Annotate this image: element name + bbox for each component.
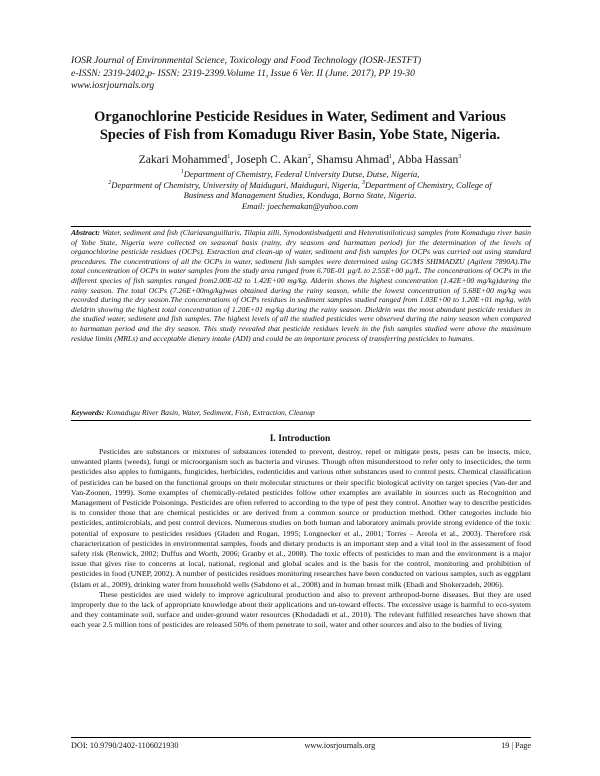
affiliations — [70, 169, 530, 211]
keywords-bottom-rule — [71, 420, 531, 421]
affiliation-line: Business and Management Studies, Konduga, Borno State, Nigeria. — [183, 190, 417, 201]
introduction-body — [71, 447, 531, 631]
affil-text: Department of Chemistry, Federal University Dutse, Dutse, Nigeria, — [183, 169, 420, 179]
abstract-top-rule — [71, 226, 531, 227]
author-name: Joseph C. Akan — [235, 154, 308, 166]
author-name: Shamsu Ahmad — [316, 154, 390, 166]
keywords — [71, 408, 531, 418]
paragraph: Pesticides are substances or mixtures of substances intended to prevent, destroy, repel or mitigate pests, pests can be insects, mice, unwanted plants (weeds), fungi or microorganism such as bacteria and viruses. Though often misunderstood to refer only to insecticides, the term pesticides also apples to fumigants, fungicides, herbicides, rodenticides and various other substances used to control pests. Chemical classification of pesticides can be based on the functional groups on their molecular structures or their specific biological activity on target species (Van-der and Van-Zoonen, 1999). Some examples of chemically-related pesticides follow other examples are available in sources such as Recognition and Management of Pesticide Poisonings. Pesticides are often referred to according to the type of pest they control. Another way to describe pesticides is to consider those that are chemical pesticides or are derived from a common source or production method. Other categories include bio pesticides, antimicrobials, and pest control devices. Numerous studies on both human and laboratory animals provide strong evidence of the toxic potential of exposure to pesticides residues (Gladen and Rogan, 1995; Longnecker et al., 2001; Torres – Areola et al., 2003). Therefore risk characterization of pesticides in environmental samples, foods and dietary products is an important step and a vital tool in the assessment of food safety risk (Renwick, 2002; Duffus and Worth, 2006; Granby et al., 2008). The toxic effects of pesticides to man and the environment is a major issue that gives rise to concerns at local, national, regional and global scales and is the basis for the control, monitoring and prohibition of pesticides in food (UNEP, 2002). A number of pesticides residues monitoring researches have been conducted on various samples, such as eggplant (Islam et al., 2009), drinking water from household wells (Sabdono et al., 2008) and in human breast milk (Ebadi and Shokerzadeh, 2006). — [71, 447, 531, 589]
journal-header — [71, 55, 421, 93]
section-heading-introduction: I. Introduction — [269, 433, 331, 444]
keywords-label: Keywords: — [71, 408, 105, 417]
author-name: Abba Hassan — [397, 154, 459, 166]
footer-rule — [71, 737, 531, 738]
journal-name: IOSR Journal of Environmental Science, Toxicology and Food Technology (IOSR-JESTFT) — [71, 55, 422, 66]
contact-email[interactable]: Email: joechemakan@yahoo.com — [241, 200, 359, 211]
journal-issn: e-ISSN: 2319-2402,p- ISSN: 2319-2399.Volume 11, Issue 6 Ver. II (June. 2017), PP 19-30 — [71, 67, 415, 79]
abstract — [71, 228, 531, 343]
affil-mark: 1 — [180, 169, 184, 176]
footer-page-number: 19 | Page — [501, 741, 531, 750]
abstract-text: Water, sediment and fish (Clariasanguillaris, Tilapia zilli, Synodontisbudgetti and Heterotisniloticus) samples from Komadugu river basin of Yobe State, Nigeria were collected on seasonal basis (rainy, dry seasons and harmattan period) for the determination of the levels of organochlorine pesticide residues (OCPs). Extraction and clean-up of water, sediment and fish samples for OCPs was carried out using standard procedures. The concentrations of all the OCPs in water, sediment fish samples were determined using GC/MS SHIMADZU (Agilent 7890A).The total concentration of OCPs in water samples from the study area ranged from 6.70E-01 µg/L to 2.55E+00 µg/L. The concentrations of OCPs in the different species of fish samples ranged from2.00E-02 to 1.42E+00 mg/kg. Alderin shows the highest concentration (1.42E+00 mg/kg)during the rainy season. The total OCPs (7.26E+00mg/kg)was obtained during the rainy season, while the lowest concentration of 5.68E+00 mg/kg was recorded during the dry season.The concentrations of OCPs residues in sediment samples studied ranged from 1.03E+00 to 1.20E+01 mg/kg, with dieldrin showing the highest total concentration of 1.20E+01 mg/kg during the rainy season. Dieldrin was the most abundant pesticide residues in the studied water, sediment and fish samples. The highest levels of all the studied pesticides were observed during the rainy season when compared to harmattan period and the dry season. This study revealed that pesticide residues levels in the fish samples studied were above the maximum residue limits (MRLs) and acceptable dietary intake (ADI) and could be an important process of transferring pesticides to humans. — [71, 228, 532, 343]
author-separator: , — [310, 154, 317, 166]
affiliation-line — [70, 169, 530, 180]
journal-website[interactable]: www.iosrjournals.org — [71, 80, 155, 91]
author-list — [60, 153, 540, 167]
title-line-2: Species of Fish from Komadugu River Basin, Yobe State, Nigeria. — [99, 127, 501, 143]
abstract-label: Abstract: — [71, 228, 101, 237]
author-separator: , — [230, 154, 236, 166]
author-affil-mark: 1 — [389, 154, 393, 161]
affil-text: Department of Chemistry, College of — [364, 179, 492, 190]
affiliation-line — [70, 180, 530, 191]
footer-doi[interactable]: DOI: 10.9790/2402-1106021930 — [71, 741, 179, 750]
affil-text: Department of Chemistry, University of Maiduguri, Maiduguri, Nigeria, — [111, 179, 360, 190]
affil-mark: 2 — [108, 179, 112, 186]
page-footer — [71, 741, 531, 750]
keywords-text: Komadugu River Basin, Water, Sediment, Fish, Extraction, Cleanup — [106, 408, 315, 417]
author-affil-mark: 2 — [307, 154, 311, 161]
paper-title — [60, 108, 540, 144]
footer-website[interactable]: www.iosrjournals.org — [304, 741, 376, 750]
author-affil-mark: 1 — [227, 154, 231, 161]
title-line-1: Organochlorine Pesticide Residues in Water, Sediment and Various — [94, 109, 506, 125]
affil-mark: 3 — [361, 179, 365, 186]
author-affil-mark: 3 — [458, 154, 462, 161]
author-separator: , — [392, 154, 398, 166]
author-name: Zakari Mohammed — [138, 154, 228, 166]
paragraph: These pesticides are used widely to improve agricultural production and also to prevent arthropod-borne diseases. But they are used improperly due to the lack of appropriate knowledge about their applications and un-toward effects. The excessive usage is harmful to eco-system and they contaminate soil, surface and under-ground water resources (Khodadadi et al., 2010). The relevant fulfilled researches have shown that each year 2.5 million tons of pesticides are released 50% of them penetrate to soil, water and other sources and also to the bodies of living — [71, 589, 531, 630]
